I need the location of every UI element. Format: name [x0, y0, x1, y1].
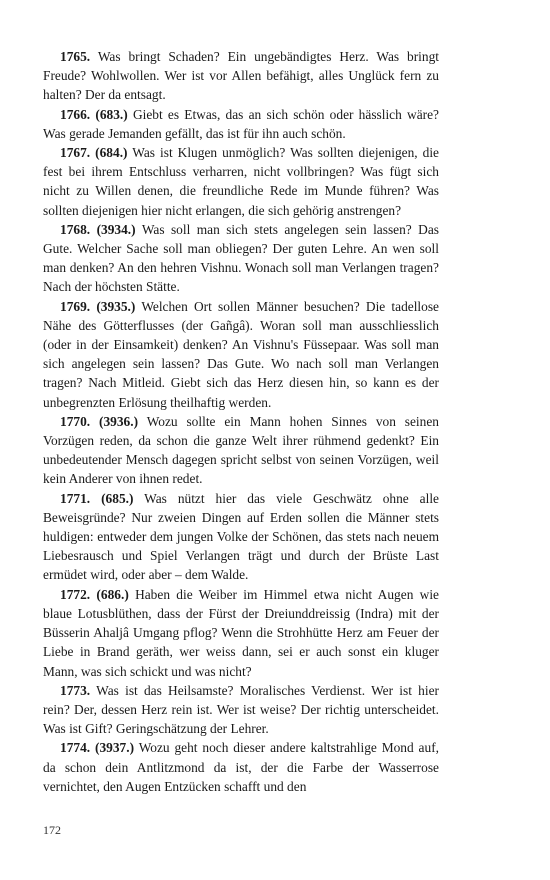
entry-1766 [43, 105, 439, 143]
entry-number: 1774. [60, 740, 91, 756]
entry-reference: (3937.) [95, 740, 135, 756]
entry-reference: (3935.) [96, 298, 136, 314]
entry-text: Was ist das Heilsamste? Moralisches Verdienst. Wer ist hier rein? Der, dessen Herz rein ist. Wer ist weise? Der richtig unterscheidet. Was ist Gift? Geringschätzung der Lehrer. [43, 682, 439, 737]
entry-number: 1771. [60, 490, 91, 506]
entry-number: 1773. [60, 682, 91, 698]
entry-1769 [43, 297, 439, 412]
entry-text: Welchen Ort sollen Männer besuchen? Die tadellose Nähe des Götterflusses (der Gañgâ). Woran soll man ausschliesslich (oder in der Einsamkeit) denken? An Vishnu's Füssepaar. Was soll man sich angelegen sein lassen? Das Gute. Wo nach soll man Verlangen tragen? Nach Mitleid. Giebt sich das Herz diesen hin, so kann es der unbegrenzten Erlösung theilhaftig werden. [43, 298, 439, 410]
entry-number: 1768. [60, 221, 91, 237]
entry-reference: (3934.) [96, 221, 136, 237]
text-column [43, 47, 439, 796]
entry-number: 1766. [60, 106, 91, 122]
entry-number: 1772. [60, 586, 91, 602]
entry-number: 1770. [60, 413, 91, 429]
entry-reference: (686.) [96, 586, 129, 602]
entry-reference: (684.) [95, 145, 128, 161]
entry-text: Wozu geht noch dieser andere kaltstrahlige Mond auf, da schon dein Antlitzmond da ist, der die Farbe der Wasserrose vernichtet, den Augen Entzücken schafft und den [43, 740, 439, 794]
entry-number: 1767. [60, 145, 91, 161]
entry-1771 [43, 489, 439, 585]
entry-number: 1765. [60, 49, 91, 64]
page-number: 172 [43, 823, 61, 837]
entry-1768 [43, 220, 439, 297]
entry-1765 [43, 47, 439, 105]
entry-1770 [43, 412, 439, 489]
entry-reference: (683.) [95, 106, 128, 122]
entry-text: Was bringt Schaden? Ein ungebändigtes Herz. Was bringt Freude? Wohlwollen. Wer ist vor Allen befähigt, alles Unglück fern zu halten? Der da entsagt. [43, 49, 440, 103]
entry-1772 [43, 585, 439, 681]
entry-text: Was nützt hier das viele Geschwätz ohne alle Beweisgründe? Nur zweien Dingen auf Erden sollen die Männer stets huldigen: entweder dem jungen Volke der Schönen, das stets nach neuem Liebesrausch und Spiel Verlangen trägt und durch der Brüste Last ermüdet wird, oder aber – dem Walde. [43, 490, 440, 583]
entry-reference: (3936.) [99, 413, 139, 429]
entry-1774 [43, 738, 439, 796]
entry-1773 [43, 681, 439, 739]
entry-text: Was soll man sich stets angelegen sein lassen? Das Gute. Welcher Sache soll man obliegen? Der guten Lehre. An wen soll man denken? An den hehren Vishnu. Wonach soll man Verlangen tragen? Nach der höchsten Stätte. [43, 221, 439, 295]
entry-text: Giebt es Etwas, das an sich schön oder hässlich wäre? Was gerade Jemanden gefällt, das ist für ihn auch schön. [43, 106, 439, 141]
entry-1767 [43, 143, 439, 220]
entry-reference: (685.) [101, 490, 134, 506]
entry-number: 1769. [60, 298, 91, 314]
entry-text: Wozu sollte ein Mann hohen Sinnes von seinen Vorzügen reden, da schon die ganze Welt ihrer rühmend gedenkt? Ein unbedeutender Mensch dagegen spricht selbst von seinen Vorzügen, weil kein Anderer von ihnen redet. [43, 413, 439, 487]
entry-text: Haben die Weiber im Himmel etwa nicht Augen wie blaue Lotusblüthen, dass der Fürst der Dreiunddreissig (Indra) mit der Büsserin Ahaljâ Umgang pflog? Wenn die Strohhütte Herz am Feuer der Liebe in Brand geräth, wer weiss dann, sei er auch sonst ein kluger Mann, was sich schickt und was nicht? [43, 586, 439, 679]
entry-text: Was ist Klugen unmöglich? Was sollten diejenigen, die fest bei ihrem Entschluss verharren, nicht vollbringen? Was fügt sich nicht zu Willen denen, die freundliche Rede im Munde führen? Was sollten diejenigen hier nicht erlangen, die sich gehörig anstrengen? [43, 145, 439, 218]
